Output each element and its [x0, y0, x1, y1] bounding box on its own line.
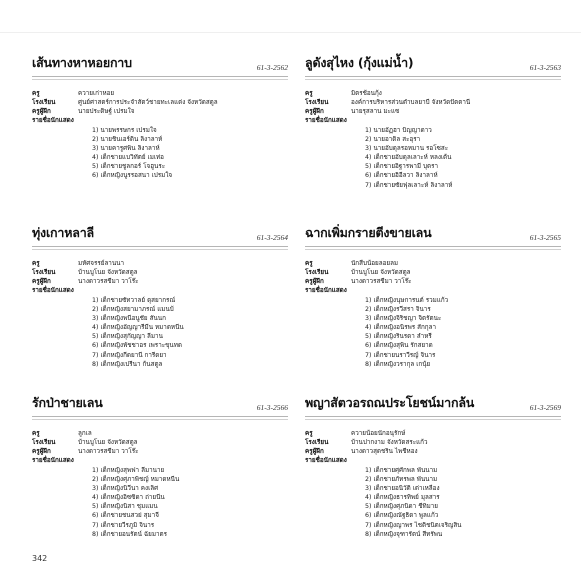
trainer-row	[305, 107, 561, 116]
performer-item: 4) เด็กชายแบวิทัตย์ เมเท่อ	[92, 154, 164, 162]
top-divider	[0, 32, 581, 33]
leader-label: ครู	[305, 430, 313, 437]
performer-item: 3) เด็กหญิงพนีอนูชัย สันนก	[92, 315, 166, 323]
leader-label: ครู	[32, 260, 40, 267]
performer-item: 7) เด็กหญิงกีดยานี การีดยา	[92, 351, 167, 359]
entry-title: ลูดังสุไหง (กุ้งแม่น้ำ)	[305, 55, 414, 70]
performer-item: 4) เด็กชายอับดุลเลาะห์ หลงเต้น	[365, 154, 452, 162]
performer-item: 3) นายอับดุลรอหมาน รอโซสะ	[365, 145, 449, 153]
performers-label: รายชื่อนักแสดง	[305, 287, 347, 294]
leader-row	[32, 259, 288, 268]
school-value: บ้านบูโนย จังหวัดสตูล	[351, 269, 411, 276]
performer-item: 1) นายอัฏฮา บิญญาดาว	[365, 127, 432, 134]
performer-list	[32, 466, 288, 539]
trainer-row	[305, 447, 561, 456]
performers-label: รายชื่อนักแสดง	[32, 117, 74, 124]
leader-value: ควายน้อยนักอนุรักษ์	[351, 430, 406, 437]
leader-value: ควายเก่าหอย	[78, 90, 115, 97]
performers-label: รายชื่อนักแสดง	[305, 117, 347, 124]
trainer-value: นางดาวสุดชริน ไพชีหอง	[351, 448, 418, 455]
performer-item: 4) เด็กหญิงอนิรพร สักกุลา	[365, 324, 436, 332]
entry-code: 61-3-2563	[529, 63, 561, 72]
entry-card	[32, 226, 288, 369]
performer-item: 7) เด็กหญิงญาพร ไชติชนิตเจริญสิน	[365, 521, 462, 529]
entry-code: 61-3-2566	[256, 403, 288, 412]
performer-list	[305, 126, 561, 190]
entry-title: เส้นทางหาหอยกาบ	[32, 55, 132, 70]
trainer-row	[32, 107, 288, 116]
leader-row	[305, 429, 561, 438]
performer-item: 7) เด็กชายนราวีรญ์ จินาร	[365, 351, 436, 359]
leader-value: มหัศจรรย์ลานนา	[78, 260, 124, 267]
performer-item: 4) เด็กหญิงอิซซิดา ถ่ายนีน	[92, 494, 165, 502]
school-value: ศูนย์ศาสตร์การประจำสัตว์ชายทะเลแต่ง จังหวัดสตูล	[78, 99, 218, 106]
performer-item: 6) เด็กหญิงนูรรอสนา เปรมใจ	[92, 172, 173, 180]
trainer-value: นางดาวรสชีมา วาโร๊ะ	[78, 448, 139, 455]
school-row	[305, 438, 561, 447]
performers-label: รายชื่อนักแสดง	[305, 457, 347, 464]
trainer-label: ครูผู้ฝึก	[305, 448, 324, 455]
performer-item: 2) เด็กหญิงรวีสรา จินาร	[365, 306, 431, 314]
entry-header	[32, 56, 288, 77]
leader-label: ครู	[305, 90, 313, 97]
performer-item: 5) เด็กหญิงนิสา ชุมแมน	[92, 503, 158, 511]
entry-title: พญาสัตวอรถณประโยชน์มากล้น	[305, 395, 475, 410]
trainer-value: นายรุสลาน มะแซ	[351, 108, 400, 115]
performer-item: 2) นายชินเอร์ดิน ลิงาลาห์	[92, 136, 163, 144]
school-label: โรงเรียน	[305, 269, 329, 276]
performer-item: 3) เด็กชายอนิวัติ เต่าเหลือง	[365, 485, 440, 493]
performer-item: 1) เด็กหญิงนุษการนต์ รวมแก้ว	[365, 297, 449, 304]
performer-item: 1) นายพรรษกร เปรมใจ	[92, 127, 157, 134]
school-row	[32, 438, 288, 447]
performer-item: 5) เด็กหญิงรินรดา ลำหรี	[365, 333, 432, 341]
school-label: โรงเรียน	[305, 99, 329, 106]
school-value: บ้านบูโนย จังหวัดสตูล	[78, 269, 138, 276]
entry-card	[32, 56, 288, 181]
performers-label: รายชื่อนักแสดง	[32, 457, 74, 464]
entry-card	[32, 396, 288, 539]
school-row	[305, 98, 561, 107]
performer-item: 2) เด็กชายภัทรพล พันนาม	[365, 476, 438, 484]
performer-item: 6) เด็กหญิงพัชชาอร เพราะขุนทด	[92, 342, 182, 350]
performer-item: 2) เด็กหญิงสยามาภรณ์ แมนบ้	[92, 306, 174, 314]
performer-item: 5) เด็กชายชูลกอร์ โจฮูนระ	[92, 163, 166, 171]
entry-title: รักป่าชายเลน	[32, 395, 103, 410]
performer-item: 8) เด็กหญิงจุฑารัตน์ สีทรัพน	[365, 530, 443, 538]
trainer-label: ครูผู้ฝึก	[32, 278, 51, 285]
page-number: 342	[32, 554, 48, 563]
leader-row	[32, 429, 288, 438]
trainer-value: นายประดิษฐ์ เปรมใจ	[78, 108, 135, 115]
school-value: บ้านปากงาม จังหวัดสระแก้ว	[351, 439, 428, 446]
performer-item: 5) เด็กหญิงศุภนิดา ชีทิมาย	[365, 503, 438, 511]
performer-item: 1) เด็กชายศุศักพล พันนาม	[365, 467, 438, 474]
entry-card	[305, 56, 561, 190]
trainer-row	[32, 447, 288, 456]
entry-meta	[32, 259, 288, 295]
trainer-label: ครูผู้ฝึก	[32, 448, 51, 455]
performer-list	[305, 296, 561, 369]
leader-label: ครู	[32, 430, 40, 437]
performer-item: 7) เด็กชายซัยฟุลเลาะห์ ลิงาลาห์	[365, 181, 453, 189]
entry-header	[305, 226, 561, 247]
leader-value: นักสืบน้อยลอยลม	[351, 260, 399, 267]
leader-label: ครู	[32, 90, 40, 97]
leader-value: มิตรช้อนกุ้ง	[351, 90, 382, 97]
school-value: องค์การบริหารส่วนตำบลยาบี จังหวัดปัตตานี	[351, 99, 471, 106]
performer-item: 5) เด็กหญิงสุกัญญา ลีมาน	[92, 333, 163, 341]
school-row	[32, 268, 288, 277]
trainer-row	[305, 277, 561, 286]
performer-item: 6) เด็กหญิงสุพิน รักสยาด	[365, 342, 433, 350]
performer-item: 4) เด็กหญิงอัญญารีมีน หมาดหนีน	[92, 324, 184, 332]
trainer-row	[32, 277, 288, 286]
school-label: โรงเรียน	[32, 439, 56, 446]
entry-code: 61-3-2565	[529, 233, 561, 242]
trainer-label: ครูผู้ฝึก	[305, 278, 324, 285]
entry-title: ทุ่งเกาหลาลี	[32, 225, 94, 240]
school-row	[32, 98, 288, 107]
entry-header	[305, 56, 561, 77]
entry-meta	[305, 89, 561, 125]
leader-label: ครู	[305, 260, 313, 267]
entry-meta	[305, 429, 561, 465]
performer-list	[32, 126, 288, 181]
entry-header	[32, 396, 288, 417]
performer-item: 4) เด็กหญิงธารทิพย์ มุลสาร	[365, 494, 440, 502]
trainer-value: นางดาวรสชีมา วาโร๊ะ	[78, 278, 139, 285]
performer-item: 6) เด็กชายชนสวย่ สุมาจี	[92, 512, 159, 520]
performer-item: 6) เด็กชายฮิอีลวา ลิงาลาห์	[365, 172, 438, 180]
performer-list	[305, 466, 561, 539]
school-label: โรงเรียน	[32, 269, 56, 276]
performer-item: 2) นายอาดิล สะอุรา	[365, 136, 421, 144]
performer-item: 3) เด็กหญิงจิริชญา จิตรัตนะ	[365, 315, 442, 323]
entry-code: 61-3-2564	[256, 233, 288, 242]
performer-item: 5) เด็กชายอิฐารพามี บุตรา	[365, 163, 439, 171]
entry-meta	[305, 259, 561, 295]
trainer-label: ครูผู้ฝึก	[305, 108, 324, 115]
entry-card	[305, 226, 561, 369]
school-label: โรงเรียน	[305, 439, 329, 446]
performer-item: 7) เด็กชายวีรภูมิ จินาร	[92, 521, 155, 529]
leader-row	[305, 89, 561, 98]
school-value: บ้านบูโนย จังหวัดสตูล	[78, 439, 138, 446]
performer-list	[32, 296, 288, 369]
performer-item: 3) นายคารูศพิน ลิงาลาห์	[92, 145, 160, 153]
performer-item: 1) เด็กหญิงสุพฟา ลีมานาย	[92, 467, 165, 474]
leader-value: ลูกเล	[78, 430, 92, 437]
performer-item: 2) เด็กหญิงศุภาพิชญ์ หมาดหนีน	[92, 476, 180, 484]
school-row	[305, 268, 561, 277]
performer-item: 1) เด็กชายซัทวาลย์ ดุสยากรณ์	[92, 297, 176, 304]
leader-row	[32, 89, 288, 98]
entry-title: ฉากเพิ่มกรายตีงขายเลน	[305, 225, 432, 240]
performer-item: 3) เด็กหญิงนิวีนา คงเลิศ	[92, 485, 159, 493]
entry-card	[305, 396, 561, 539]
leader-row	[305, 259, 561, 268]
performer-item: 6) เด็กหญิงณัฐธิดา พูลแก้ว	[365, 512, 439, 520]
school-label: โรงเรียน	[32, 99, 56, 106]
performer-item: 8) เด็กชายอนรัตน์ ฉัยมาตร	[92, 530, 168, 538]
entry-header	[305, 396, 561, 417]
trainer-value: นางดาวรสชีมา วาโร๊ะ	[351, 278, 412, 285]
entry-meta	[32, 89, 288, 125]
entry-meta	[32, 429, 288, 465]
performer-item: 8) เด็กหญิงเปรีนา ก้นสตูล	[92, 360, 163, 368]
performer-item: 8) เด็กหญิงวรากุล เกนุ้ย	[365, 360, 431, 368]
entry-header	[32, 226, 288, 247]
performers-label: รายชื่อนักแสดง	[32, 287, 74, 294]
entry-code: 61-3-2569	[529, 403, 561, 412]
entry-code: 61-3-2562	[256, 63, 288, 72]
trainer-label: ครูผู้ฝึก	[32, 108, 51, 115]
